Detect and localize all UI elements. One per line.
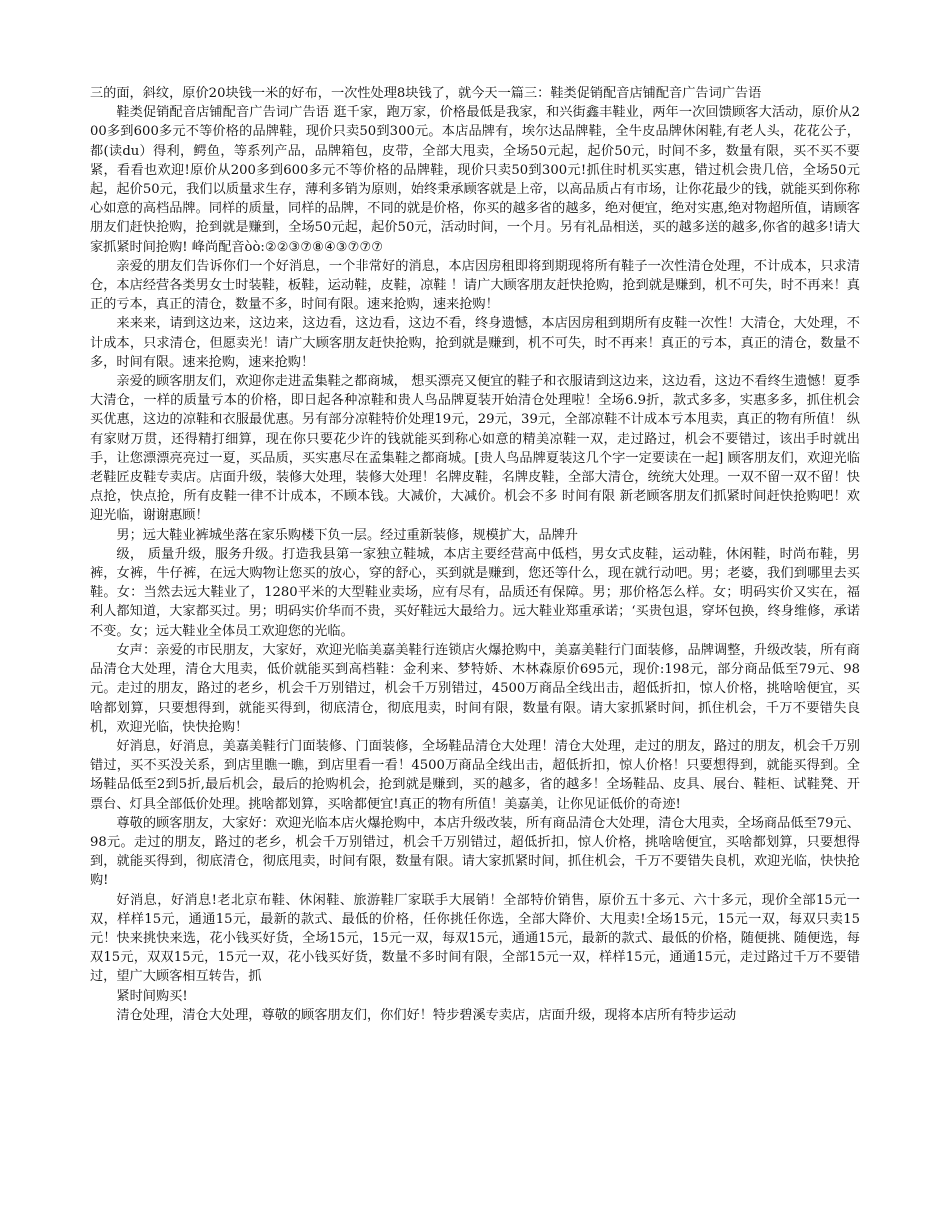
paragraph: 三的面，斜纹，原价20块钱一米的好布，一次性处理8块钱了，就今天一篇三：鞋类促销配音店铺配音广告词广告语 (90, 86, 762, 101)
paragraph: 亲爱的顾客朋友们，欢迎你走进孟集鞋之都商城， 想买漂亮又便宜的鞋子和衣服请到这边来，这边看，这边不看终生遗憾！夏季大清仓，一样的质量亏本的价格，即日起各种凉鞋和贵人鸟品牌夏装开始清仓处理啦！全场6.9折，款式多多，实惠多多，抓住机会买优惠，这边的凉鞋和衣服最优惠。另有部分凉鞋特价处理19元，29元，39元，全部凉鞋不计成本亏本甩卖，真正的物有所值！ 纵有家财万贯，还得精打细算，现在你只要花少许的钱就能买到称心如意的精美凉鞋一双，走过路过，机会不要错过，该出手时就出手，让您漂漂亮亮过一夏，买品质，买实惠尽在孟集鞋之都商城。[贵人鸟品牌夏装这几个字一定要读在一起] 顾客朋友们，欢迎光临老鞋匠皮鞋专卖店。店面升级，装修大处理，装修大处理！名牌皮鞋，名牌皮鞋，全部大清仓，统统大处理。一双不留一双不留！快点抢，快点抢，所有皮鞋一律不计成本，不顾本钱。大减价，大减价。机会不多 时间有限 新老顾客朋友们抓紧时间赶快抢购吧！欢迎光临，谢谢惠顾！ (90, 374, 860, 524)
paragraph: 来来来，请到这边来，这边来，这边看，这边看，这边不看，终身遗憾，本店因房租到期所有皮鞋一次性！大清仓，大处理，不计成本，只求清仓，但愿卖光！请广大顾客朋友赶快抢购，抢到就是赚到，机不可失，时不再来！真正的亏本，真正的清仓，数量不多，时间有限。速来抢购，速来抢购！ (90, 316, 860, 370)
paragraph: 女声：亲爱的市民朋友，大家好，欢迎光临美嘉美鞋行连锁店火爆抢购中，美嘉美鞋行门面装修，品牌调整，升级改装，所有商品清仓大处理，清仓大甩卖，低价就能买到高档鞋：金利来、梦特娇、木林森原价695元，现价:198元，部分商品低至79元、98元。走过的朋友，路过的老乡，机会千万别错过，机会千万别错过，4500万商品全线出击，超低折扣，惊人价格，挑啥啥便宜，买啥都划算，只要想得到，就能买得到，彻底清仓，彻底甩卖，时间有限，数量有限。请大家抓紧时间，抓住机会，千万不要错失良机，欢迎光临，快快抢购！ (90, 642, 860, 735)
paragraph: 鞋类促销配音店铺配音广告词广告语 逛千家，跑万家，价格最低是我家，和兴街鑫丰鞋业，两年一次回馈顾客大活动，原价从200多到600多元不等价格的品牌鞋，现价只卖50到300元。本店品牌有，埃尔达品牌鞋，全牛皮品牌休闲鞋,有老人头，花花公子，都(读du）得利，鳄鱼，等系列产品，品牌箱包，皮带，全部大甩卖，全场50元起，起价50元，时间不多，数量有限，买不买不要紧，看看也欢迎!原价从200多到600多元不等价格的品牌鞋，现价只卖50到300元!抓住时机买实惠，错过机会贵几倍，全场50元起，起价50元，我们以质量求生存，薄利多销为原则，始终秉承顾客就是上帝，以高品质占有市场，让你花最少的钱，就能买到你称心如意的高档品牌。同样的质量，同样的品牌，不同的就是价格，你买的越多省的越多，绝对便宜，绝对实惠,绝对物超所值，请顾客朋友们赶快抢购，抢到就是赚到，全场50元起，起价50元，活动时间，一个月。另有礼品相送，买的越多送的越多,你省的越多!请大家抓紧时间抢购! 峰尚配音òò:②②③⑦⑧④③⑦⑦⑦ (90, 105, 860, 255)
document-body (90, 84, 860, 1025)
paragraph: 级， 质量升级，服务升级。打造我县第一家独立鞋城，本店主要经营高中低档，男女式皮鞋，运动鞋，休闲鞋，时尚布鞋，男裤，女裤，牛仔裤，在远大购物让您买的放心，穿的舒心，买到就是赚到，您还等什么，现在就行动吧。男；老婆，我们到哪里去买鞋。女：当然去远大鞋业了，1280平米的大型鞋业卖场，应有尽有，品质还有保障。男；那价格怎么样。女；明码实价又实在，福利人都知道，大家都买过。男；明码实价华而不贵，买好鞋远大最给力。远大鞋业郑重承诺；‘买贵包退，穿坏包换，终身维修，承诺不变。女；远大鞋业全体员工欢迎您的光临。 (90, 546, 860, 639)
paragraph: 好消息，好消息，美嘉美鞋行门面装修、门面装修，全场鞋品清仓大处理！清仓大处理，走过的朋友，路过的朋友，机会千万别错过，买不买没关系，到店里瞧一瞧，到店里看一看！4500万商品全线出击，超低折扣，惊人价格！只要想得到，就能买得到。全场鞋品低至2到5折,最后机会，最后的抢购机会，抢到就是赚到，买的越多，省的越多！全场鞋品、皮具、展台、鞋柜、试鞋凳、开票台、灯具全部低价处理。挑啥都划算，买啥都便宜!真正的物有所值！美嘉美，让你见证低价的奇迹! (90, 738, 860, 812)
paragraph: 男；远大鞋业裤城坐落在家乐购楼下负一层。经过重新装修，规模扩大，品牌升 (116, 527, 578, 543)
paragraph: 好消息，好消息!老北京布鞋、休闲鞋、旅游鞋厂家联手大展销！全部特价销售，原价五十多元、六十多元，现价全部15元一双，样样15元，通通15元，最新的款式、最低的价格，任你挑任你选，全部大降价、大甩卖!全场15元，15元一双，每双只卖15元！快来挑快来选，花小钱买好货，全场15元，15元一双，每双15元，通通15元，最新的款式、最低的价格，随便挑、随便选，每双15元，双双15元，15元一双，花小钱买好货，数量不多时间有限，全部15元一双，样样15元，通通15元，走过路过千万不要错过，望广大顾客相互转告，抓 (90, 892, 860, 985)
paragraph: 紧时间购买! (116, 988, 188, 1004)
paragraph: 清仓处理，清仓大处理，尊敬的顾客朋友们，你们好！特步碧溪专卖店，店面升级，现将本店所有特步运动 (116, 1007, 737, 1023)
paragraph: 尊敬的顾客朋友，大家好：欢迎光临本店火爆抢购中，本店升级改装，所有商品清仓大处理，清仓大甩卖，全场商品低至79元、98元。走过的朋友，路过的老乡，机会千万别错过，机会千万别错过，超低折扣，惊人价格，挑啥啥便宜，买啥都划算，只要想得到，就能买得到，彻底清仓，彻底甩卖，时间有限，数量有限。请大家抓紧时间，抓住机会，千万不要错失良机，欢迎光临，快快抢购! (90, 815, 860, 889)
paragraph: 亲爱的朋友们告诉你们一个好消息，一个非常好的消息，本店因房租即将到期现将所有鞋子一次性清仓处理，不计成本，只求清仓，本店经营各类男女士时装鞋，板鞋，运动鞋，皮鞋，凉鞋 ！请广大顾客朋友赶快抢购，抢到就是赚到，机不可失，时不再来！真正的亏本，真正的清仓，数量不多，时间有限。速来抢购，速来抢购！ (90, 258, 860, 313)
